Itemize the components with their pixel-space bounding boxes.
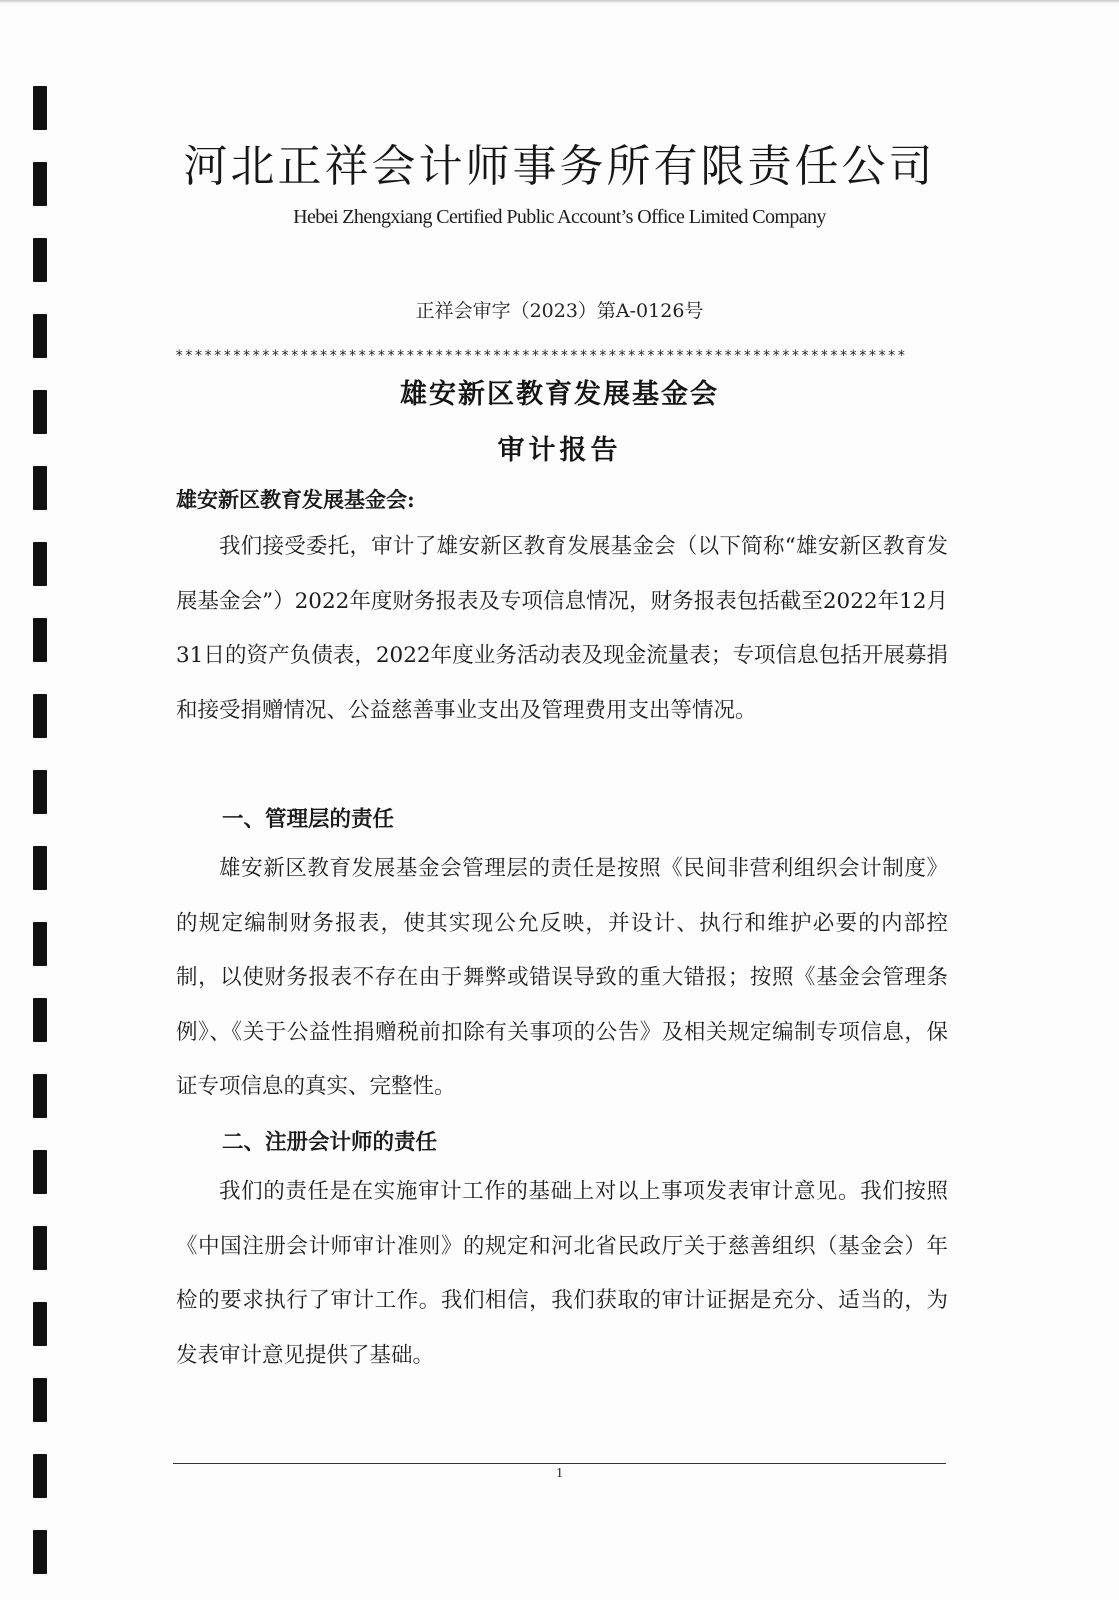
binding-mark bbox=[33, 542, 47, 586]
scan-edge bbox=[0, 0, 1119, 3]
binding-mark bbox=[33, 466, 47, 510]
binding-mark bbox=[33, 922, 47, 966]
binding-mark bbox=[33, 846, 47, 890]
company-name-en: Hebei Zhengxiang Certified Public Account’s Office Limited Company bbox=[293, 206, 826, 228]
section-paragraph-auditor: 我们的责任是在实施审计工作的基础上对以上事项发表审计意见。我们按照《中国注册会计师审计准则》的规定和河北省民政厅关于慈善组织（基金会）年检的要求执行了审计工作。我们相信，我们获取的审计证据是充分、适当的，为发表审计意见提供了基础。 bbox=[176, 1179, 948, 1368]
binding-mark bbox=[33, 1074, 47, 1118]
section-heading-auditor: 二、注册会计师的责任 bbox=[222, 1130, 438, 1155]
binding-mark bbox=[33, 770, 47, 814]
binding-mark bbox=[33, 238, 47, 282]
binding-mark bbox=[33, 1302, 47, 1346]
report-title: 雄安新区教育发展基金会 bbox=[400, 379, 719, 410]
section-paragraph-management: 雄安新区教育发展基金会管理层的责任是按照《民间非营利组织会计制度》的规定编制财务报表，使其实现公允反映，并设计、执行和维护必要的内部控制，以使财务报表不存在由于舞弊或错误导致的重大错报；按照《基金会管理条例》、《关于公益性捐赠税前扣除有关事项的公告》及相关规定编制专项信息，保证专项信息的真实、完整性。 bbox=[176, 856, 948, 1099]
page-number: 1 bbox=[556, 1466, 563, 1481]
binding-mark bbox=[33, 694, 47, 738]
document-number: 正祥会审字（2023）第A-0126号 bbox=[415, 300, 704, 322]
section-heading-management: 一、管理层的责任 bbox=[222, 807, 395, 832]
binding-mark bbox=[33, 1378, 47, 1422]
binding-mark bbox=[33, 618, 47, 662]
intro-paragraph: 我们接受委托，审计了雄安新区教育发展基金会（以下简称“雄安新区教育发展基金会”）2022年度财务报表及专项信息情况，财务报表包括截至2022年12月31日的资产负债表，2022年度业务活动表及现金流量表；专项信息包括开展募捐和接受捐赠情况、公益慈善事业支出及管理费用支出等情况。 bbox=[176, 534, 948, 723]
separator-line: **************************************************************************** bbox=[175, 348, 907, 364]
footer-rule bbox=[173, 1463, 946, 1464]
binding-mark bbox=[33, 86, 47, 130]
company-name-cn: 河北正祥会计师事务所有限责任公司 bbox=[183, 141, 936, 192]
binding-mark bbox=[33, 1226, 47, 1270]
binding-mark bbox=[33, 1530, 47, 1574]
addressee: 雄安新区教育发展基金会: bbox=[176, 487, 415, 512]
binding-mark bbox=[33, 998, 47, 1042]
binding-mark bbox=[33, 1150, 47, 1194]
report-subtitle: 审计报告 bbox=[497, 435, 622, 466]
